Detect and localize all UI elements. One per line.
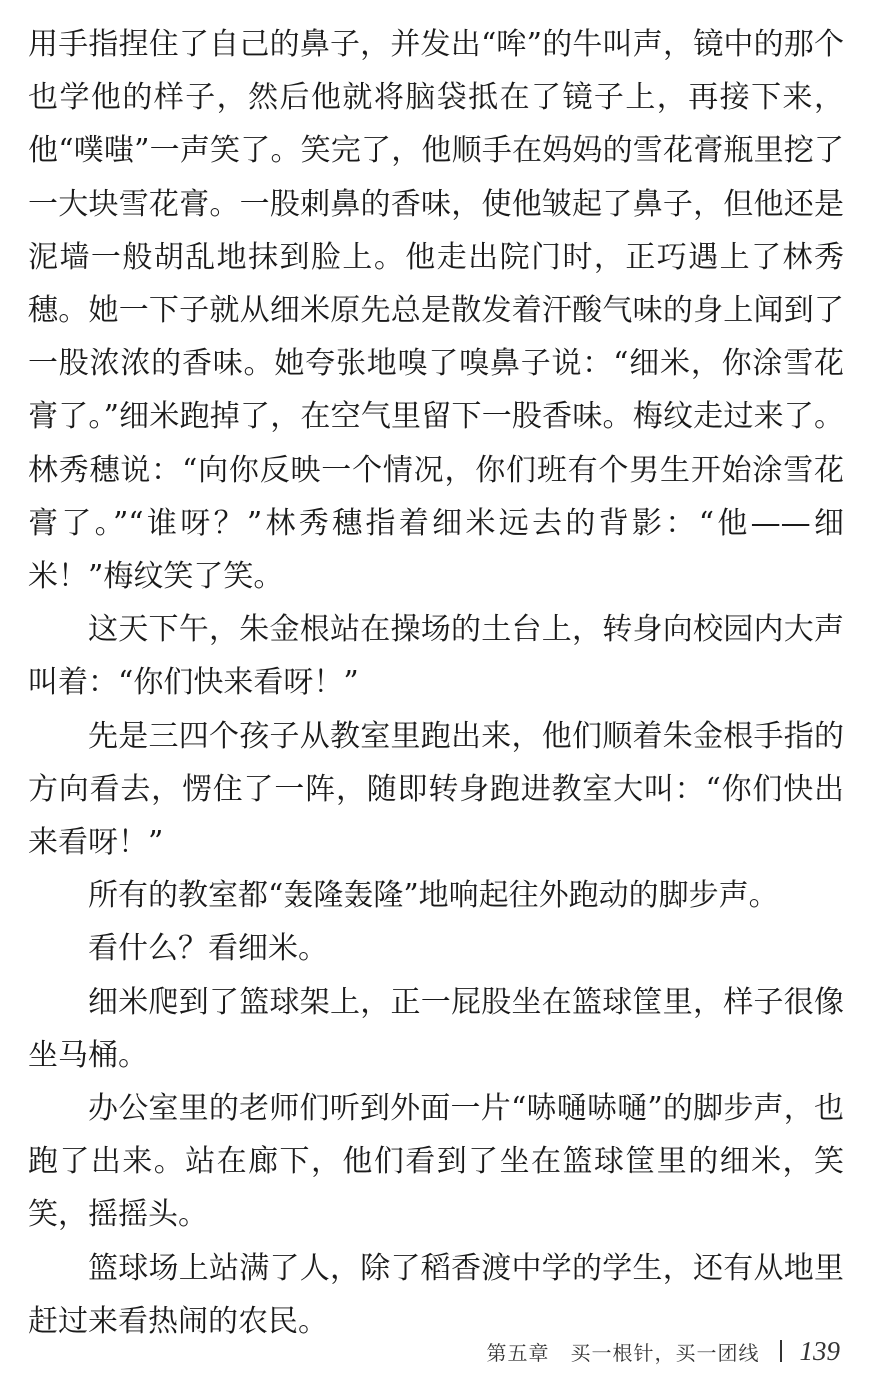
paragraph: 办公室里的老师们听到外面一片“哧嗵哧嗵”的脚步声，也跑了出来。站在廊下，他们看到了坐在篮球筐里的细米，笑笑，摇摇头。 — [28, 1091, 844, 1233]
paragraph-continued: 用手指捏住了自己的鼻子，并发出“哞”的牛叫声，镜中的那个也学他的样子，然后他就将脑袋抵在了镜子上，再接下来，他“噗嗤”一声笑了。笑完了，他顺手在妈妈的雪花膏瓶里挖了一大块雪花膏。一股刺鼻的香味，使他皱起了鼻子，但他还是泥墙一般胡乱地抹到脸上。他走出院门时，正巧遇上了林秀穗。她一下子就从细米原先总是散发着汗酸气味的身上闻到了一股浓浓的香味。她夸张地嗅了嗅鼻子说：“细米，你涂雪花膏了。”细米跑掉了，在空气里留下一股香味。梅纹走过来了。林秀穗说：“向你反映一个情况，你们班有个男生开始涂雪花膏了。”“谁呀？”林秀穗指着细米远去的背影：“他——细米！”梅纹笑了笑。 — [28, 27, 844, 595]
paragraph: 看什么？看细米。 — [88, 931, 328, 967]
footer-divider — [780, 1340, 782, 1362]
page-footer — [487, 1334, 841, 1368]
paragraph: 篮球场上站满了人，除了稻香渡中学的学生，还有从地里赶过来看热闹的农民。 — [28, 1250, 844, 1339]
page-number: 139 — [799, 1335, 840, 1366]
paragraph: 先是三四个孩子从教室里跑出来，他们顺着朱金根手指的方向看去，愣住了一阵，随即转身跑进教室大叫：“你们快出来看呀！” — [28, 718, 844, 861]
page-body-text — [28, 18, 844, 1348]
paragraph: 这天下午，朱金根站在操场的土台上，转身向校园内大声叫着：“你们快来看呀！” — [28, 612, 844, 701]
paragraph: 所有的教室都“轰隆轰隆”地响起往外跑动的脚步声。 — [88, 878, 779, 914]
chapter-title: 第五章 买一根针，买一团线 — [486, 1340, 760, 1365]
paragraph: 细米爬到了篮球架上，正一屁股坐在篮球筐里，样子很像坐马桶。 — [28, 984, 844, 1073]
